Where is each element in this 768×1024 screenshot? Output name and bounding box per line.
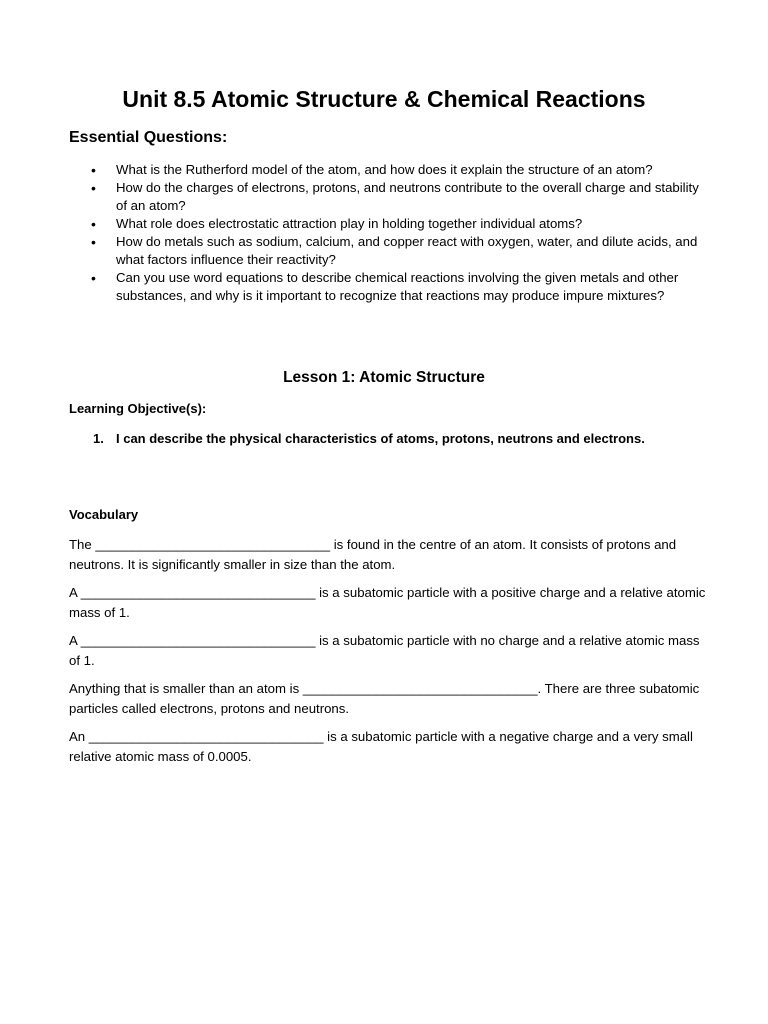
vocab-sentence-neutron: A ________________________________ is a subatomic particle with no charge and a relative atomic mass of 1.: [69, 633, 700, 668]
vocab-sentence-nucleus: The ________________________________ is found in the centre of an atom. It consists of protons and neutrons. It is significantly smaller in size than the atom.: [69, 537, 677, 572]
lesson-title: Lesson 1: Atomic Structure: [283, 369, 485, 386]
page-title: Unit 8.5 Atomic Structure & Chemical Reactions: [122, 86, 646, 112]
vocabulary-section: [69, 535, 709, 775]
vocab-sentence-proton: A ________________________________ is a subatomic particle with a positive charge and a relative atomic mass of 1.: [69, 585, 706, 620]
essential-questions-list: [69, 161, 709, 305]
question-item: • How do the charges of electrons, protons, and neutrons contribute to the overall charge and stability of an atom?: [69, 179, 709, 215]
learning-objectives-list: [69, 429, 669, 449]
objective-number: 1.: [93, 431, 104, 446]
question-item: • What is the Rutherford model of the atom, and how does it explain the structure of an atom?: [69, 161, 709, 179]
learning-objectives-heading: Learning Objective(s):: [69, 401, 207, 416]
essential-questions-heading: Essential Questions:: [69, 129, 228, 146]
objective-item: [69, 429, 669, 449]
vocab-sentence-electron: An ________________________________ is a subatomic particle with a negative charge and a very small relative atomic mass of 0.0005.: [69, 729, 693, 764]
objective-text: I can describe the physical characteristics of atoms, protons, neutrons and electrons.: [116, 431, 645, 446]
vocab-sentence-subatomic: Anything that is smaller than an atom is ________________________________. There are three subatomic particles called electrons, protons and neutrons.: [69, 681, 700, 716]
question-item: • What role does electrostatic attraction play in holding together individual atoms?: [69, 215, 709, 233]
question-item: • How do metals such as sodium, calcium, and copper react with oxygen, water, and dilute acids, and what factors influence their reactivity?: [69, 233, 709, 269]
question-item: • Can you use word equations to describe chemical reactions involving the given metals and other substances, and why is it important to recognize that reactions may produce impure mixtures?: [69, 269, 709, 305]
vocabulary-heading: Vocabulary: [69, 507, 139, 522]
